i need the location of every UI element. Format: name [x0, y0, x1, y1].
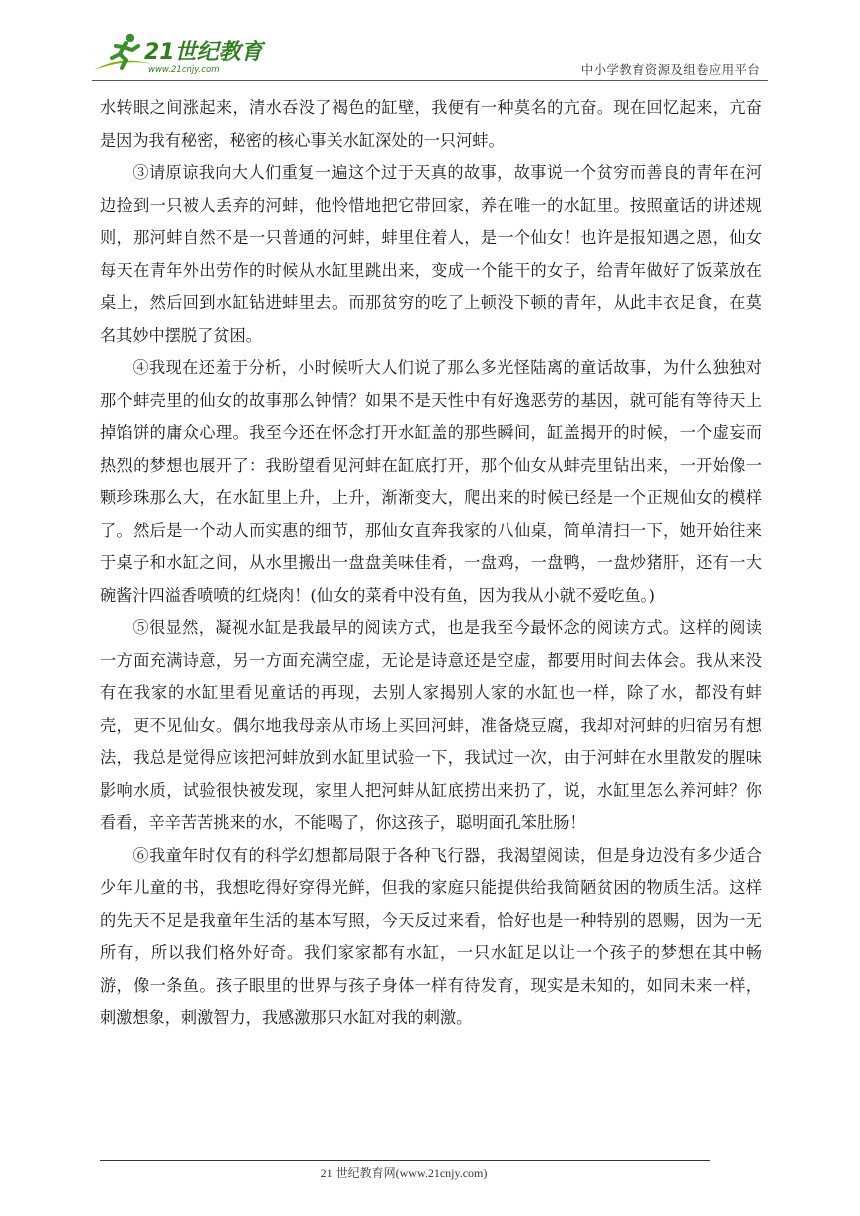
paragraph-continuation: 水转眼之间涨起来，清水吞没了褐色的缸壁，我便有一种莫名的亢奋。现在回忆起来，亢奋是因为我有秘密，秘密的核心事关水缸深处的一只河蚌。 [100, 98, 762, 150]
logo-brand-text: 21世纪教育 [144, 40, 263, 65]
platform-name: 中小学教育资源及组卷应用平台 [580, 62, 760, 77]
logo-runner-head-icon [126, 34, 134, 42]
header-divider [92, 80, 768, 81]
paragraph-5: ⑤很显然，凝视水缸是我最早的阅读方式，也是我至今最怀念的阅读方式。这样的阅读一方面充满诗意，另一方面充满空虚，无论是诗意还是空虚，都要用时间去体会。我从来没有在我家的水缸里看见童话的再现，去别人家揭别人家的水缸也一样，除了水，都没有蚌壳，更不见仙女。偶尔地我母亲从市场上买回河蚌，准备烧豆腐，我却对河蚌的归宿另有想法，我总是觉得应该把河蚌放到水缸里试验一下，我试过一次，由于河蚌在水里散发的腥味影响水质，试验很快被发现，家里人把河蚌从缸底捞出来扔了，说，水缸里怎么养河蚌？你看看，辛辛苦苦挑来的水，不能喝了，你这孩子，聪明面孔笨肚肠！ [100, 618, 762, 832]
paragraph-6: ⑥我童年时仅有的科学幻想都局限于各种飞行器，我渴望阅读，但是身边没有多少适合少年儿童的书，我想吃得好穿得光鲜，但我的家庭只能提供给我简陋贫困的物质生活。这样的先天不足是我童年生活的基本写照，今天反过来看，恰好也是一种特别的恩赐，因为一无所有，所以我们格外好奇。我们家家都有水缸，一只水缸足以让一个孩子的梦想在其中畅游，像一条鱼。孩子眼里的世界与孩子身体一样有待发育，现实是未知的，如同未来一样，刺激想象，刺激智力，我感激那只水缸对我的刺激。 [100, 845, 762, 1027]
paragraph-4: ④我现在还羞于分析，小时候听大人们说了那么多光怪陆离的童话故事，为什么独独对那个蚌壳里的仙女的故事那么钟情？如果不是天性中有好逸恶劳的基因，就可能有等待天上掉馅饼的庸众心理。我至今还在怀念打开水缸盖的那些瞬间，缸盖揭开的时候，一个虚妄而热烈的梦想也展开了：我盼望看见河蚌在缸底打开，那个仙女从蚌壳里钻出来，一开始像一颗珍珠那么大，在水缸里上升，上升，渐渐变大，爬出来的时候已经是一个正规仙女的模样了。然后是一个动人而实惠的细节，那仙女直奔我家的八仙桌，简单清扫一下，她开始往来于桌子和水缸之间，从水里搬出一盘盘美味佳肴，一盘鸡，一盘鸭，一盘炒猪肝，还有一大碗酱汁四溢香喷喷的红烧肉！(仙女的菜肴中没有鱼，因为我从小就不爱吃鱼。) [100, 358, 762, 605]
page-header [92, 30, 768, 82]
article-body [100, 92, 762, 1035]
logo-runner-body-icon [112, 43, 138, 68]
site-logo[interactable] [92, 30, 272, 76]
page-footer[interactable]: 21 世纪教育网(www.21cnjy.com) [320, 1166, 488, 1180]
paragraph-3: ③请原谅我向大人们重复一遍这个过于天真的故事，故事说一个贫穷而善良的青年在河边捡到一只被人丢弃的河蚌，他怜惜地把它带回家，养在唯一的水缸里。按照童话的讲述规则，那河蚌自然不是一只普通的河蚌，蚌里住着人，是一个仙女！也许是报知遇之恩，仙女每天在青年外出劳作的时候从水缸里跳出来，变成一个能干的女子，给青年做好了饭菜放在桌上，然后回到水缸钻进蚌里去。而那贫穷的吃了上顿没下顿的青年，从此丰衣足食，在莫名其妙中摆脱了贫困。 [100, 163, 762, 345]
logo-url-text: www.21cnjy.com [148, 65, 220, 75]
footer-divider [100, 1160, 710, 1161]
